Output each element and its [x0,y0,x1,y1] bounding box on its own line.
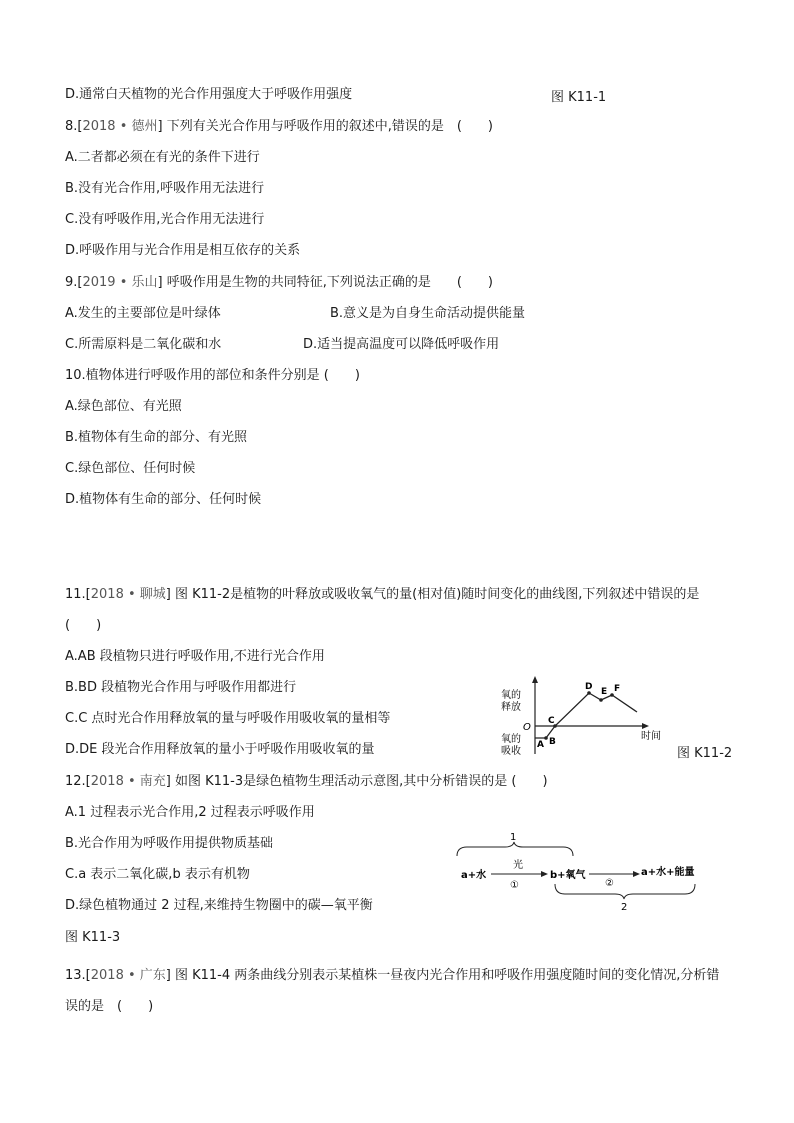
brace-bottom [555,884,695,899]
question-text: ] 呼吸作用是生物的共同特征,下列说法正确的是 ( ) [157,275,493,290]
q11-option-d: D.DE 段光合作用释放氧的量小于呼吸作用吸收氧的量 [65,742,375,757]
q12-option-a: A.1 过程表示光合作用,2 过程表示呼吸作用 [65,805,315,820]
question-source: 2018 • 南充 [90,774,166,789]
left-term: a+水 [461,870,487,881]
q11-option-b: B.BD 段植物光合作用与呼吸作用都进行 [65,680,297,695]
q8-option-b: B.没有光合作用,呼吸作用无法进行 [65,181,265,196]
q8-option-c: C.没有呼吸作用,光合作用无法进行 [65,212,265,227]
q9-option-a: A.发生的主要部位是叶绿体 [65,306,221,321]
question-number: 11.[ [65,587,91,602]
x-axis-arrow [642,723,649,729]
q10-option-c: C.绿色部位、任何时候 [65,461,196,476]
arrow1-head [541,871,548,877]
q11-option-c: C.C 点时光合作用释放氧的量与呼吸作用吸收氧的量相等 [65,711,391,726]
arrow1-bottom-label: ① [510,880,519,891]
question-text: ] 图 K11-4 两条曲线分别表示某植株一昼夜内光合作用和呼吸作用强度随时间的变化情况,分析错误的是 ( ) [65,968,720,1014]
label-c: C [548,716,555,726]
q9-option-b: B.意义是为自身生命活动提供能量 [330,306,526,321]
x-axis-label: 时间 [641,731,661,742]
y-top-label-1: 氧的 [501,690,521,701]
question-12-stem [65,773,548,791]
figure-k11-2-oxygen-curve [497,676,677,764]
q11-option-a: A.AB 段植物只进行呼吸作用,不进行光合作用 [65,649,325,664]
brace-top-label: 1 [510,832,517,843]
point-e [599,698,603,702]
question-text: ] 下列有关光合作用与呼吸作用的叙述中,错误的是 ( ) [157,119,493,134]
question-13-stem [65,960,730,1022]
y-bottom-label-2: 吸收 [501,746,521,757]
question-source: 2018 • 德州 [82,119,158,134]
label-a: A [537,740,544,750]
question-11-stem [65,579,730,641]
question-source: 2018 • 聊城 [90,587,166,602]
arrow2-head [633,871,640,877]
point-b [544,736,548,740]
question-number: 12.[ [65,774,91,789]
option-d-previous: D.通常白天植物的光合作用强度大于呼吸作用强度 [65,87,353,102]
q12-option-d: D.绿色植物通过 2 过程,来维持生物圈中的碳—氧平衡 [65,898,373,913]
q12-option-c: C.a 表示二氧化碳,b 表示有机物 [65,867,250,882]
y-top-label-2: 释放 [501,702,521,713]
q9-option-c: C.所需原料是二氧化碳和水 [65,337,222,352]
question-source: 2019 • 乐山 [82,275,158,290]
label-e: E [601,687,608,697]
figure-k11-3-process-diagram [455,828,700,912]
q8-option-a: A.二者都必须在有光的条件下进行 [65,150,260,165]
label-f: F [614,684,621,694]
q10-option-d: D.植物体有生命的部分、任何时候 [65,492,262,507]
arrow2-bottom-label: ② [605,878,614,889]
y-axis-arrow [532,676,538,683]
figure-caption-k11-3: 图 K11-3 [65,930,121,945]
question-number: 13.[ [65,968,91,983]
origin-label: O [523,722,531,733]
q12-option-b: B.光合作用为呼吸作用提供物质基础 [65,836,274,851]
question-source: 2018 • 广东 [90,968,166,983]
question-text: ] 图 K11-2是植物的叶释放或吸收氧气的量(相对值)随时间变化的曲线图,下列叙述中错误的是( ) [65,587,700,633]
question-9-stem [65,274,493,292]
right-term: a+水+能量 [641,867,695,878]
figure-caption-k11-1: 图 K11-1 [551,90,607,105]
y-bottom-label-1: 氧的 [501,734,521,745]
q8-option-d: D.呼吸作用与光合作用是相互依存的关系 [65,243,301,258]
brace-top [457,842,573,856]
middle-term: b+氧气 [550,870,586,881]
label-d: D [585,682,593,692]
arrow1-top-label: 光 [513,860,523,871]
label-b: B [549,737,556,747]
q10-option-a: A.绿色部位、有光照 [65,399,182,414]
question-text: ] 如图 K11-3是绿色植物生理活动示意图,其中分析错误的是 ( ) [165,774,548,789]
q10-option-b: B.植物体有生命的部分、有光照 [65,430,248,445]
q9-option-d: D.适当提高温度可以降低呼吸作用 [303,337,500,352]
question-number: 9.[ [65,275,83,290]
figure-caption-k11-2: 图 K11-2 [677,746,733,761]
brace-bottom-label: 2 [621,902,628,912]
question-number: 8.[ [65,119,83,134]
question-8-stem [65,118,493,136]
question-10-stem: 10.植物体进行呼吸作用的部位和条件分别是 ( ) [65,368,360,383]
